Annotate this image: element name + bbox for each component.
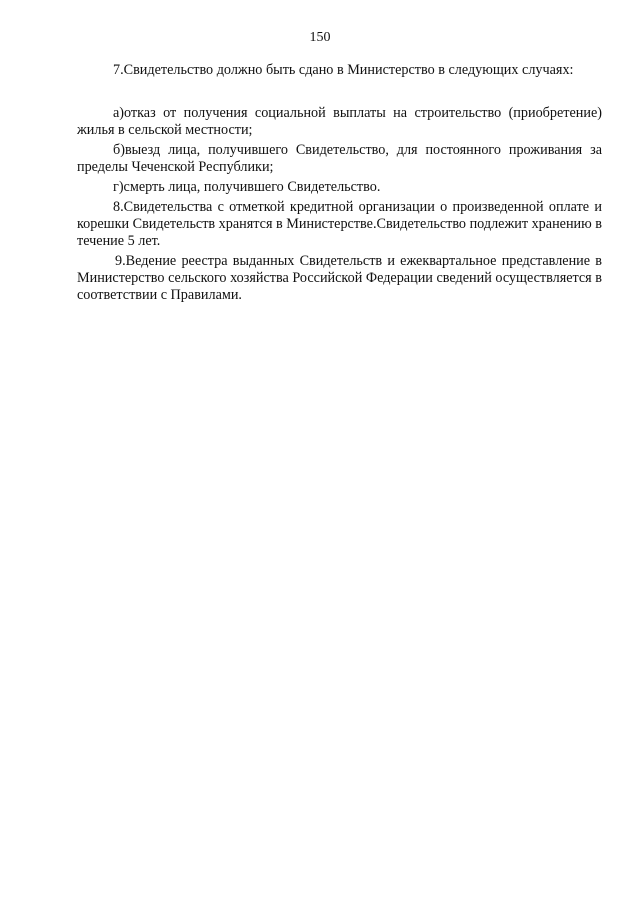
paragraph-8: 8.Свидетельства с отметкой кредитной организации о произведенной оплате и корешки Свидетельств хранятся в Министерстве.Свидетельство подлежит хранению в течение 5 лет. <box>77 199 602 249</box>
paragraph-7a: а)отказ от получения социальной выплаты на строительство (приобретение) жилья в сельской местности; <box>77 105 602 138</box>
paragraph-7: 7.Свидетельство должно быть сдано в Министерство в следующих случаях: <box>113 62 574 78</box>
document-body <box>77 62 602 307</box>
paragraph-9: 9.Ведение реестра выданных Свидетельств и ежеквартальное представление в Министерство сельского хозяйства Российской Федерации сведений осуществляется в соответствии с Правилами. <box>77 253 602 303</box>
page-number: 150 <box>309 30 331 45</box>
paragraph-7b: б)выезд лица, получившего Свидетельство, для постоянного проживания за пределы Чеченской Республики; <box>77 142 602 175</box>
paragraph-7g: г)смерть лица, получившего Свидетельство. <box>113 179 381 195</box>
